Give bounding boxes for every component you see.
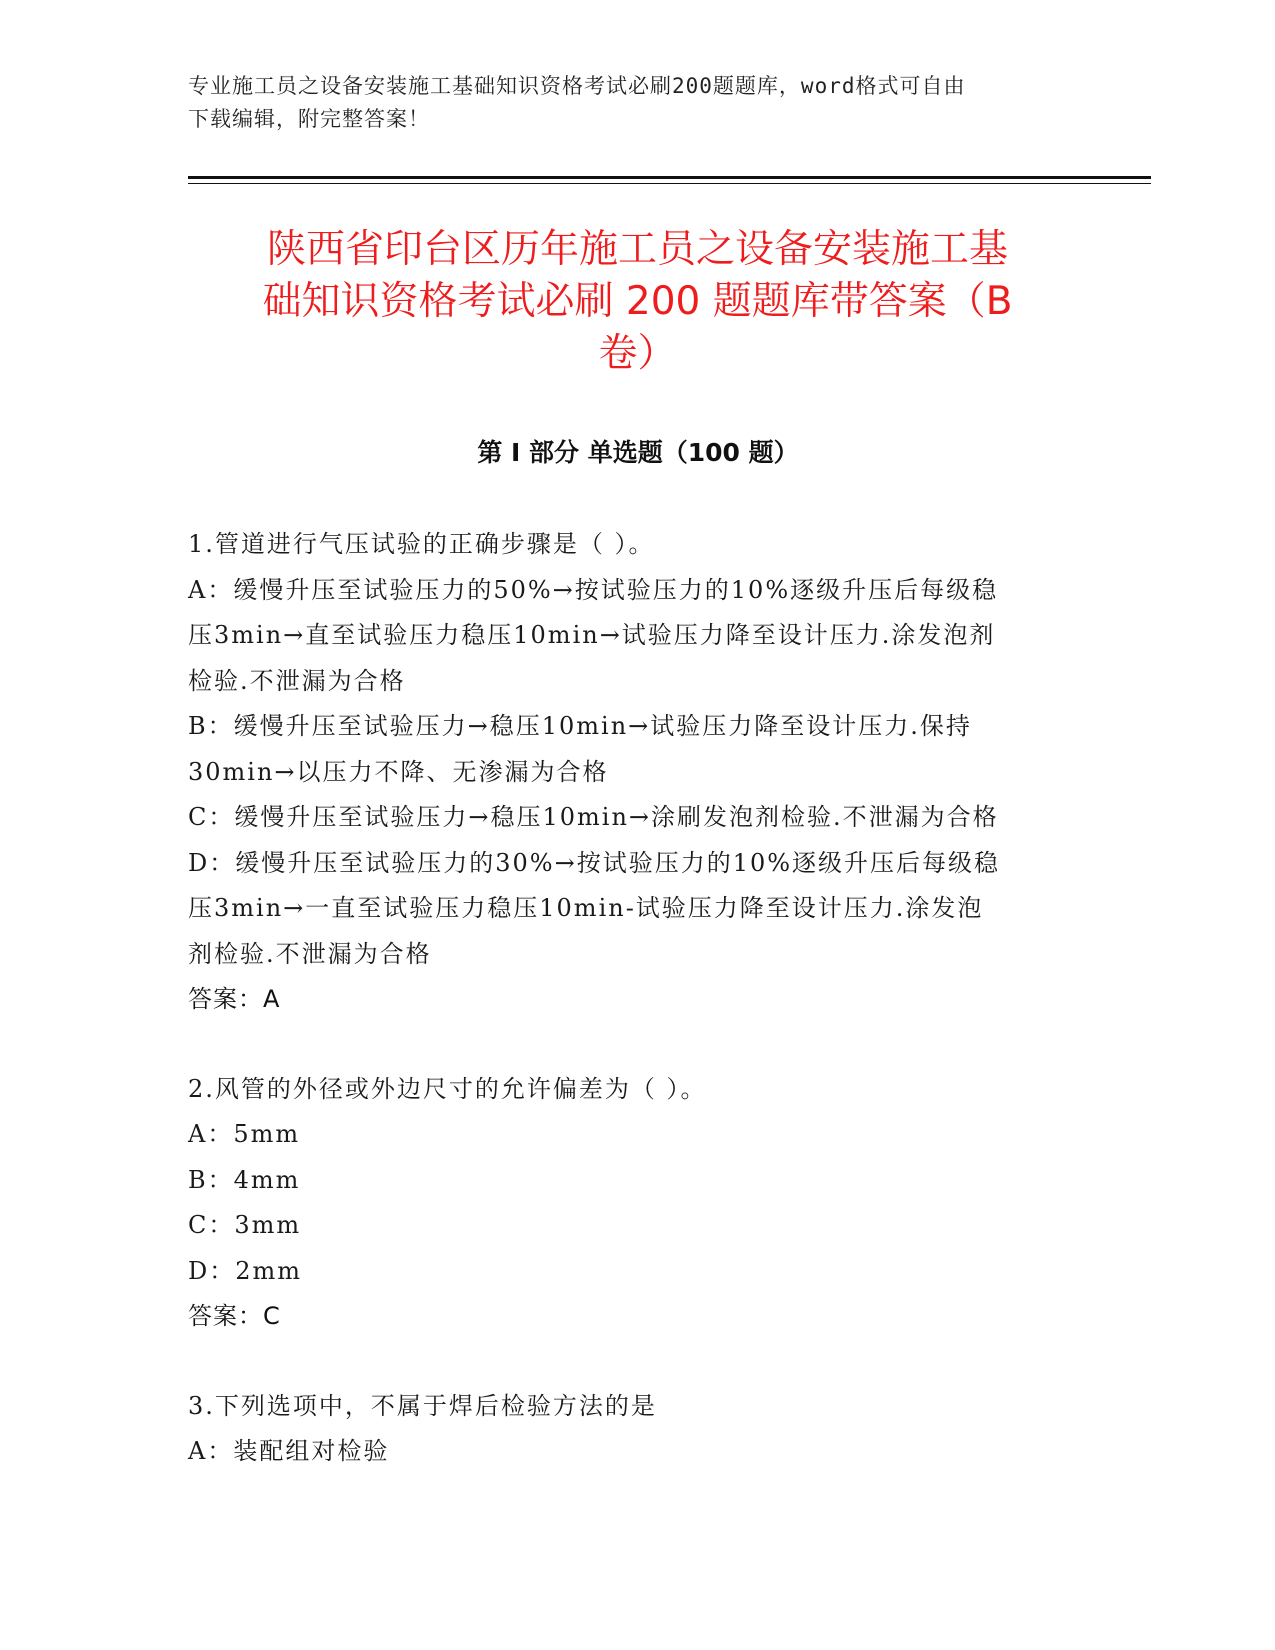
- header-note-line: 下载编辑，附完整答案！: [188, 107, 430, 131]
- option-line: D：缓慢升压至试验压力的30%→按试验压力的10%逐级升压后每级稳: [188, 848, 1001, 877]
- option-line: B：4mm: [188, 1165, 301, 1194]
- question-option: [188, 1429, 1088, 1475]
- title-line: 础知识资格考试必刷 200 题题库带答案（B: [262, 279, 1013, 324]
- header-note: [188, 70, 1088, 136]
- option-line: C：缓慢升压至试验压力→稳压10min→涂刷发泡剂检验.不泄漏为合格: [188, 803, 999, 831]
- header-divider-thin: [188, 183, 1151, 184]
- option-line: D：2mm: [188, 1256, 303, 1285]
- question-option: [188, 1203, 1088, 1249]
- option-line: A：缓慢升压至试验压力的50%→按试验压力的10%逐级升压后每级稳: [188, 575, 999, 604]
- option-line: 检验.不泄漏为合格: [188, 666, 406, 695]
- header-divider: [188, 176, 1151, 179]
- option-line: 30min→以压力不降、无渗漏为合格: [188, 757, 609, 786]
- option-line: C：3mm: [188, 1211, 302, 1239]
- option-line: 压3min→直至试验压力稳压10min→试验压力降至设计压力.涂发泡剂: [188, 621, 996, 649]
- option-line: A：装配组对检验: [188, 1437, 390, 1465]
- option-line: B：缓慢升压至试验压力→稳压10min→试验压力降至设计压力.保持: [188, 712, 972, 740]
- answer-line: 答案：C: [188, 1302, 281, 1330]
- title-line: 陕西省印台区历年施工员之设备安装施工基: [266, 227, 1008, 272]
- question-list: [188, 522, 1088, 1519]
- question-item: [188, 1384, 1088, 1475]
- header-note-line: 专业施工员之设备安装施工基础知识资格考试必刷200题题库，word格式可自由: [188, 74, 966, 98]
- question-option: [188, 1158, 1088, 1204]
- title-line: 卷）: [598, 331, 677, 376]
- option-line: 剂检验.不泄漏为合格: [188, 939, 432, 968]
- question-option: [188, 1249, 1088, 1295]
- question-stem: 3.下列选项中，不属于焊后检验方法的是: [188, 1391, 657, 1420]
- question-option: [188, 704, 1088, 795]
- option-line: 压3min→一直至试验压力稳压10min-试验压力降至设计压力.涂发泡: [188, 894, 984, 922]
- question-item: [188, 1067, 1088, 1340]
- question-option: [188, 841, 1088, 978]
- question-stem: 1.管道进行气压试验的正确步骤是（ ）。: [188, 530, 655, 558]
- section-title: 第 I 部分 单选题（100 题）: [477, 438, 799, 467]
- question-option: [188, 1112, 1088, 1158]
- option-line: A：5mm: [188, 1120, 301, 1148]
- question-item: [188, 522, 1088, 1023]
- document-title: [170, 224, 1105, 380]
- question-option: [188, 568, 1088, 705]
- question-stem: 2.风管的外径或外边尺寸的允许偏差为（ ）。: [188, 1074, 707, 1103]
- question-option: [188, 795, 1088, 841]
- answer-line: 答案：A: [188, 985, 281, 1013]
